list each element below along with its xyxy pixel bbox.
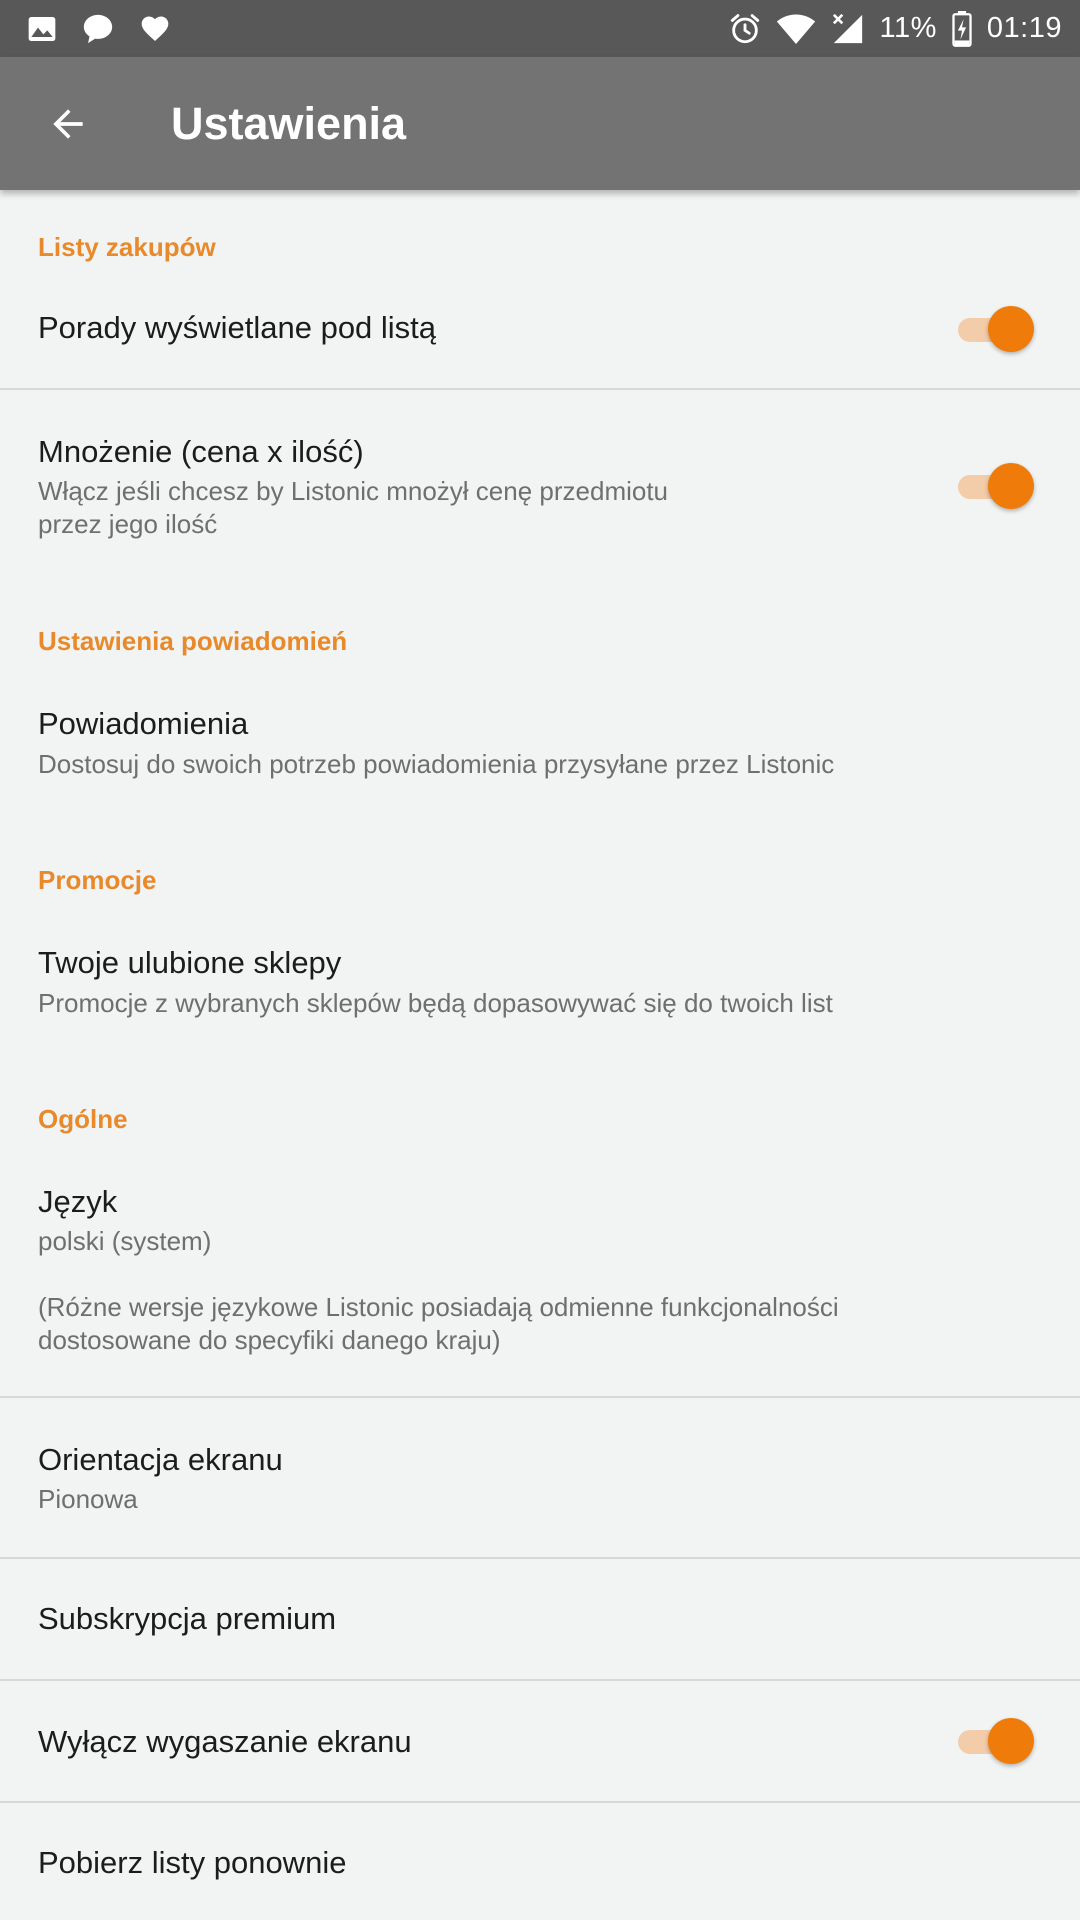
pref-title: Pobierz listy ponownie bbox=[38, 1845, 347, 1880]
pref-summary-line2: przez jego ilość bbox=[38, 509, 218, 539]
toolbar bbox=[0, 57, 1080, 190]
pref-summary-line1: Włącz jeśli chcesz by Listonic mnożył cenę przedmiotu bbox=[38, 476, 669, 506]
section-header-shopping-lists: Listy zakupów bbox=[38, 232, 216, 262]
screen-timeout-toggle-switch[interactable] bbox=[958, 1718, 1034, 1764]
switch-thumb bbox=[988, 1718, 1034, 1764]
switch-thumb bbox=[988, 306, 1034, 352]
pref-favorite-shops[interactable] bbox=[0, 910, 1080, 1040]
pref-title: Porady wyświetlane pod listą bbox=[38, 310, 437, 345]
pref-screen-orientation[interactable] bbox=[0, 1398, 1080, 1556]
chat-bubble-icon bbox=[80, 12, 116, 46]
pref-title: Wyłącz wygaszanie ekranu bbox=[38, 1724, 412, 1759]
pref-reload-lists[interactable] bbox=[0, 1803, 1080, 1920]
multiply-toggle-switch[interactable] bbox=[958, 463, 1034, 509]
pref-title: Język bbox=[38, 1184, 118, 1219]
status-bar-system bbox=[728, 0, 1062, 57]
image-icon bbox=[26, 13, 58, 45]
arrow-back-icon bbox=[46, 102, 90, 146]
language-note-line1: (Różne wersje językowe Listonic posiadają odmienne funkcjonalności bbox=[38, 1292, 839, 1322]
pref-summary: Pionowa bbox=[38, 1484, 138, 1514]
pref-multiply-price-quantity[interactable] bbox=[0, 390, 1080, 565]
pref-title: Subskrypcja premium bbox=[38, 1601, 337, 1636]
battery-charging-icon bbox=[951, 11, 973, 47]
cellular-no-service-icon bbox=[830, 12, 866, 46]
clock: 01:19 bbox=[986, 12, 1062, 44]
section-header-general: Ogólne bbox=[38, 1104, 128, 1134]
pref-disable-screen-timeout[interactable] bbox=[0, 1681, 1080, 1801]
switch-thumb bbox=[988, 463, 1034, 509]
pref-title: Twoje ulubione sklepy bbox=[38, 945, 342, 980]
heart-icon bbox=[138, 13, 172, 45]
pref-language[interactable] bbox=[0, 1150, 1080, 1395]
pref-summary: Dostosuj do swoich potrzeb powiadomienia przysyłane przez Listonic bbox=[38, 749, 835, 779]
back-button[interactable] bbox=[32, 88, 104, 160]
pref-title: Orientacja ekranu bbox=[38, 1442, 283, 1477]
pref-title: Powiadomienia bbox=[38, 706, 249, 741]
alarm-icon bbox=[728, 12, 762, 46]
pref-summary: Promocje z wybranych sklepów będą dopasowywać się do twoich list bbox=[38, 988, 833, 1018]
pref-notifications[interactable] bbox=[0, 670, 1080, 800]
language-note-line2: dostosowane do specyfiki danego kraju) bbox=[38, 1325, 501, 1355]
page-title: Ustawienia bbox=[171, 98, 407, 149]
status-bar bbox=[0, 0, 1080, 57]
pref-title: Mnożenie (cena x ilość) bbox=[38, 434, 364, 469]
pref-premium-subscription[interactable] bbox=[0, 1559, 1080, 1679]
status-bar-notifications bbox=[26, 0, 172, 57]
tips-toggle-switch[interactable] bbox=[958, 306, 1034, 352]
wifi-icon bbox=[776, 12, 816, 46]
pref-summary: polski (system) bbox=[38, 1226, 212, 1256]
battery-percentage: 11% bbox=[879, 12, 937, 44]
pref-tips-below-list[interactable] bbox=[0, 270, 1080, 388]
section-header-notification-settings: Ustawienia powiadomień bbox=[38, 626, 348, 656]
section-header-promotions: Promocje bbox=[38, 865, 157, 895]
